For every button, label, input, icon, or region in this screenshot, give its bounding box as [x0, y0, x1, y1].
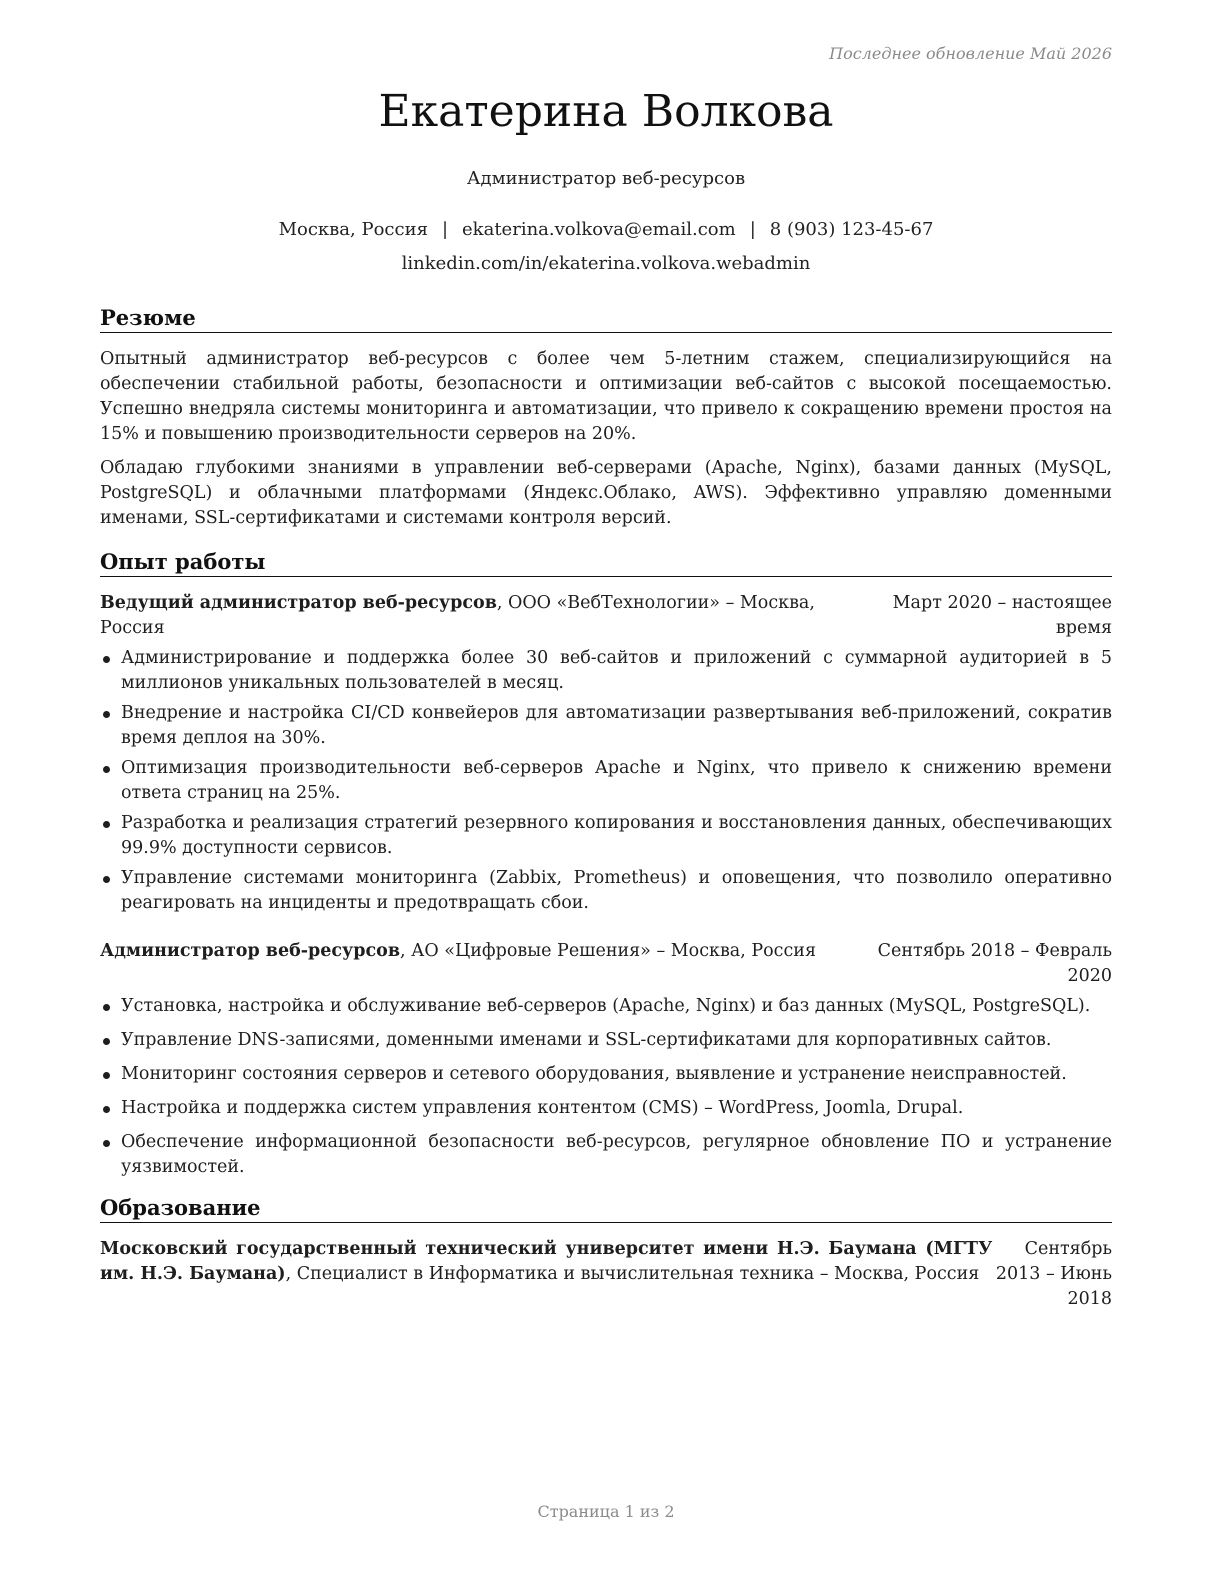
- list-item: Оптимизация производительности веб-серверов Apache и Nginx, что привело к снижению времени ответа страниц на 25%.: [100, 756, 1112, 806]
- linkedin-link[interactable]: linkedin.com/in/ekaterina.volkova.webadmin: [401, 253, 811, 274]
- job-dates: Сентябрь 2018 – Февраль 2020: [877, 941, 1112, 986]
- separator: |: [749, 219, 756, 240]
- job-title: Администратор веб-ресурсов: [100, 941, 400, 961]
- list-item: Внедрение и настройка CI/CD конвейеров для автоматизации развертывания веб-приложений, сократив время деплоя на 30%.: [100, 701, 1112, 751]
- bullet-icon: [103, 656, 110, 663]
- bullet-icon: [103, 1038, 110, 1045]
- experience-section: [100, 549, 1112, 1180]
- education-dates: Сентябрь 2013 – Июнь 2018: [995, 1239, 1112, 1309]
- job-title-subtitle: Администратор веб-ресурсов: [466, 168, 746, 189]
- institution-name: Московский государственный технический университет имени Н.Э. Баумана (МГТУ им. Н.Э. Баумана): [100, 1239, 993, 1284]
- list-item: Управление системами мониторинга (Zabbix, Prometheus) и оповещения, что позволило оперативно реагировать на инциденты и предотвращать сбои.: [100, 866, 1112, 916]
- education-details: , Специалист в Информатика и вычислительная техника – Москва, Россия: [285, 1264, 980, 1284]
- list-item: Мониторинг состояния серверов и сетевого оборудования, выявление и устранение неисправностей.: [100, 1062, 1112, 1087]
- job-header: [100, 939, 1112, 989]
- summary-paragraph: Опытный администратор веб-ресурсов с более чем 5-летним стажем, специализирующийся на обеспечении стабильной работы, безопасности и оптимизации веб-сайтов с высокой посещаемостью. Успешно внедряла системы мониторинга и автоматизации, что привело к сокращению времени простоя на 15% и повышению производительности серверов на 20%.: [100, 349, 1112, 444]
- list-item: Установка, настройка и обслуживание веб-серверов (Apache, Nginx) и баз данных (MySQL, PostgreSQL).: [100, 994, 1112, 1019]
- list-item: Управление DNS-записями, доменными именами и SSL-сертификатами для корпоративных сайтов.: [100, 1028, 1112, 1053]
- section-heading: Резюме: [100, 305, 1112, 333]
- page-number: Страница 1 из 2: [537, 1502, 675, 1521]
- bullet-icon: [103, 766, 110, 773]
- bullet-icon: [103, 711, 110, 718]
- job-entry: [100, 939, 1112, 1180]
- person-name: Екатерина Волкова: [378, 86, 834, 137]
- bullet-icon: [103, 1072, 110, 1079]
- last-updated: Последнее обновление Май 2026: [829, 44, 1112, 63]
- bullet-icon: [103, 821, 110, 828]
- list-item: Администрирование и поддержка более 30 веб-сайтов и приложений с суммарной аудиторией в 5 миллионов уникальных пользователей в месяц.: [100, 646, 1112, 696]
- location: Москва, Россия: [278, 219, 428, 240]
- bullet-icon: [103, 1106, 110, 1113]
- job-dates: Март 2020 – настоящее время: [892, 593, 1112, 638]
- summary-section: [100, 305, 1112, 531]
- resume-page: [100, 0, 1112, 1584]
- section-heading: Опыт работы: [100, 549, 1112, 577]
- email-link[interactable]: ekaterina.volkova@email.com: [462, 219, 736, 240]
- education-section: [100, 1195, 1112, 1312]
- list-item: Обеспечение информационной безопасности веб-ресурсов, регулярное обновление ПО и устранение уязвимостей.: [100, 1130, 1112, 1180]
- job-bullets: [100, 994, 1112, 1180]
- phone: 8 (903) 123-45-67: [769, 219, 934, 240]
- bullet-icon: [103, 1140, 110, 1147]
- bullet-icon: [103, 876, 110, 883]
- job-entry: [100, 591, 1112, 916]
- contact-line: [100, 219, 1112, 240]
- separator: |: [441, 219, 449, 240]
- job-title: Ведущий администратор веб-ресурсов: [100, 593, 497, 613]
- list-item: Настройка и поддержка систем управления контентом (CMS) – WordPress, Joomla, Drupal.: [100, 1096, 1112, 1121]
- job-company: , АО «Цифровые Решения» – Москва, Россия: [400, 941, 816, 961]
- section-heading: Образование: [100, 1195, 1112, 1223]
- summary-paragraph: Обладаю глубокими знаниями в управлении веб-серверами (Apache, Nginx), базами данных (MySQL, PostgreSQL) и облачными платформами (Яндекс.Облако, AWS). Эффективно управляю доменными именами, SSL-сертификатами и системами контроля версий.: [100, 458, 1112, 528]
- education-entry: [100, 1237, 1112, 1312]
- job-bullets: [100, 646, 1112, 916]
- list-item: Разработка и реализация стратегий резервного копирования и восстановления данных, обеспечивающих 99.9% доступности сервисов.: [100, 811, 1112, 861]
- bullet-icon: [103, 1004, 110, 1011]
- job-header: [100, 591, 1112, 641]
- job-company: , ООО «ВебТехнологии» – Москва, Россия: [100, 593, 815, 638]
